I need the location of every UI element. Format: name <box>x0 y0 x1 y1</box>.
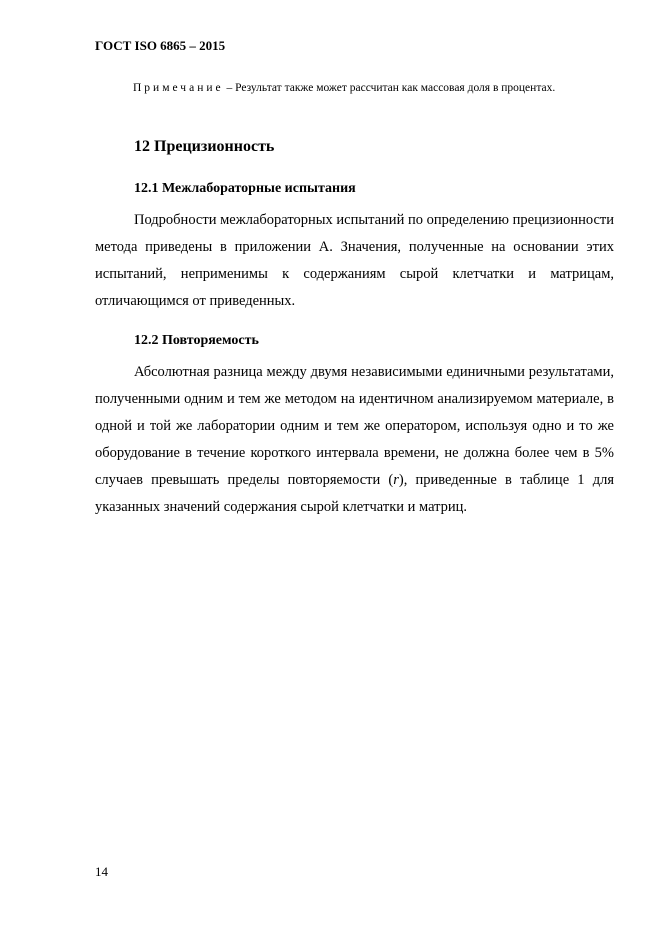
repeatability-symbol: r <box>393 472 399 488</box>
subsection-title-interlab: 12.1 Межлабораторные испытания <box>134 181 356 196</box>
paragraph-interlab: Подробности межлабораторных испытаний по определению прецизионности метода приведены в приложении А. Значения, полученные на основании этих испытаний, неприменимы к содержаниям сырой клетчатки и матрицам, отличающимся от приведенных. <box>95 212 614 309</box>
paragraph-repeatability-text-2: ), приведенные в таблице 1 для указанных значений содержания сырой клетчатки и матриц. <box>95 472 614 515</box>
section-title: 12 Прецизионность <box>134 138 275 155</box>
document-header: ГОСТ ISO 6865 – 2015 <box>95 38 226 53</box>
note-label: Примечание <box>133 82 224 94</box>
subsection-title-repeatability: 12.2 Повторяемость <box>134 333 259 348</box>
paragraph-repeatability <box>95 359 614 521</box>
page-number: 14 <box>95 864 108 879</box>
paragraph-repeatability-text-1: Абсолютная разница между двумя независимыми единичными результатами, полученными одним и тем же методом на идентичном анализируемом материале, в одной и той же лаборатории одним и тем же оператором, используя одно и то же оборудование в течение короткого интервала времени, не должна более чем в 5% случаев превышать пределы повторяемости ( <box>95 364 614 488</box>
note-paragraph <box>95 77 614 99</box>
note-text: Результат также может рассчитан как массовая доля в процентах. <box>235 82 556 94</box>
note-dash: – <box>223 82 236 94</box>
